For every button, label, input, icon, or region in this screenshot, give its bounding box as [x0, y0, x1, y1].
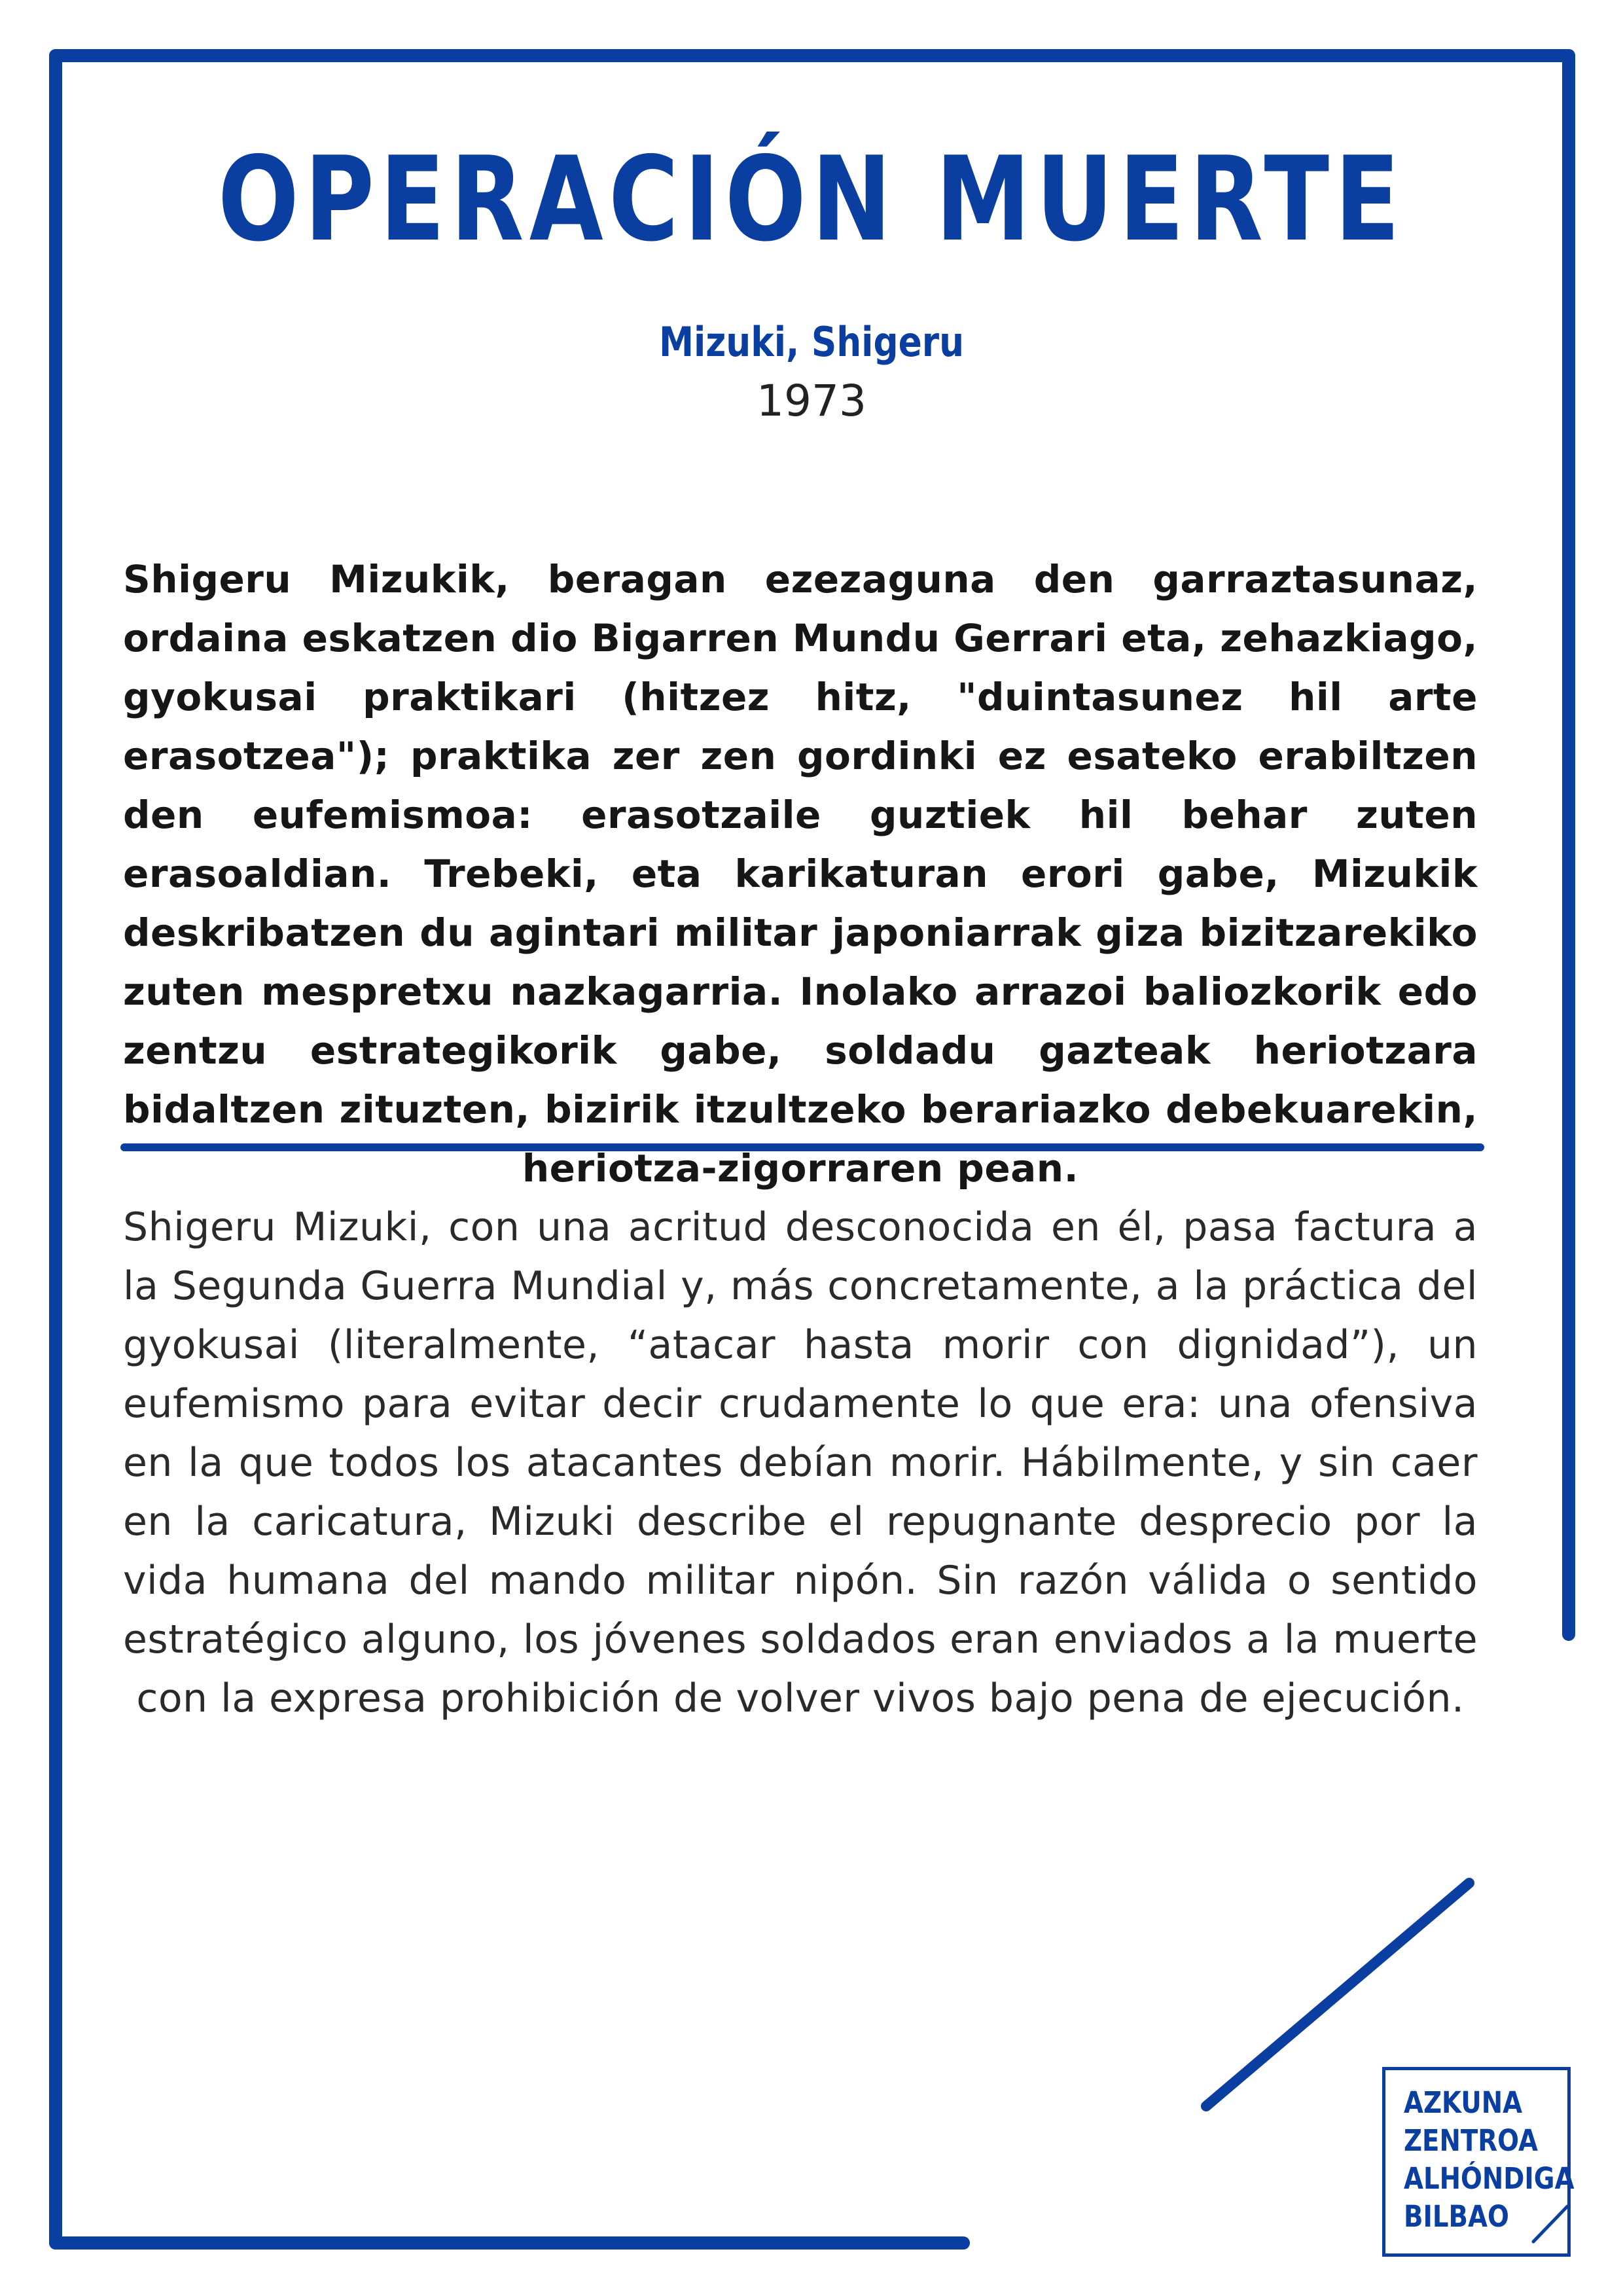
logo-line-3: ALHÓNDIGA	[1404, 2161, 1575, 2196]
page-title: OPERACIÓN MUERTE	[217, 132, 1406, 267]
logo-line-1: AZKUNA	[1404, 2085, 1523, 2120]
description-basque: Shigeru Mizukik, beragan ezezaguna den garraztasunaz, ordaina eskatzen dio Bigarren Mundu Gerrari eta, zehazkiago, gyokusai praktikari (hitzez hitz, "duintasunez hil arte erasotzea"); praktika zer zen gordinki ez esateko erabiltzen den eufemismoa: erasotzaile guztiek hil behar zuten erasoaldian. Trebeki, eta karikaturan erori gabe, Mizukik deskribatzen du agintari militar japoniarrak giza bizitzarekiko zuten mespretxu nazkagarria. Inolako arrazoi baliozkorik edo zentzu estrategikorik gabe, soldadu gazteak heriotzara bidaltzen zituzten, bizirik itzultzeko berariazko debekuarekin, heriotza-zigorraren pean.	[123, 557, 1478, 1191]
logo-line-2: ZENTROA	[1404, 2123, 1538, 2158]
author-name: Mizuki, Shigeru	[658, 318, 965, 366]
description-spanish: Shigeru Mizuki, con una acritud desconocida en él, pasa factura a la Segunda Guerra Mundial y, más concretamente, a la práctica del gyokusai (literalmente, “atacar hasta morir con dignidad”), un eufemismo para evitar decir crudamente lo que era: una ofensiva en la que todos los atacantes debían morir. Hábilmente, y sin caer en la caricatura, Mizuki describe el repugnante desprecio por la vida humana del mando militar nipón. Sin razón válida o sentido estratégico alguno, los jóvenes soldados eran enviados a la muerte con la expresa prohibición de volver vivos bajo pena de ejecución.	[123, 1204, 1478, 1721]
publication-year: 1973	[757, 376, 866, 426]
azkuna-zentroa-logo	[1382, 2067, 1575, 2257]
logo-slash-icon	[1531, 2201, 1570, 2247]
logo-line-4: BILBAO	[1404, 2199, 1509, 2234]
